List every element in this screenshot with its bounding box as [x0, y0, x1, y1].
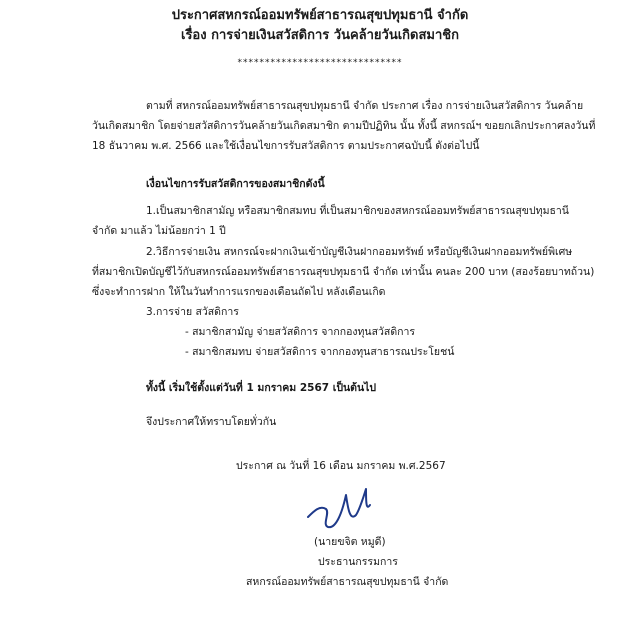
intro-line-2: วันเกิดสมาชิก โดยจ่ายสวัสดิการวันคล้ายวันเกิดสมาชิก ตามปีปฏิทิน นั้น ทั้งนี้ สหกรณ์ฯ ขอยกเลิกประกาศลงวันที่ [92, 120, 596, 132]
divider-stars: ****************************** [237, 58, 403, 68]
item-3-sub-2: - สมาชิกสมทบ จ่ายสวัสดิการ จากกองทุนสาธารณประโยชน์ [185, 346, 455, 358]
item-3-sub-1: - สมาชิกสามัญ จ่ายสวัสดิการ จากกองทุนสวัสดิการ [185, 326, 416, 338]
handwritten-signature [300, 475, 420, 535]
announcement-title: ประกาศสหกรณ์ออมทรัพย์สาธารณสุขปทุมธานี จำกัด [171, 8, 469, 23]
closing-statement: จึงประกาศให้ทราบโดยทั่วกัน [146, 416, 277, 428]
announced-date: ประกาศ ณ วันที่ 16 เดือน มกราคม พ.ศ.2567 [236, 460, 446, 472]
signer-organization: สหกรณ์ออมทรัพย์สาธารณสุขปทุมธานี จำกัด [246, 576, 449, 588]
item-2-line-1: 2.วิธีการจ่ายเงิน สหกรณ์จะฝากเงินเข้าบัญชีเงินฝากออมทรัพย์ หรือบัญชีเงินฝากออมทรัพย์พิเศษ [146, 246, 573, 258]
item-3-heading: 3.การจ่าย สวัสดิการ [146, 306, 239, 318]
item-2-line-3: ซึ่งจะทำการฝาก ให้ในวันทำการแรกของเดือนถัดไป หลังเดือนเกิด [92, 286, 386, 298]
intro-line-3: 18 ธันวาคม พ.ศ. 2566 และใช้เงื่อนไขการรับสวัสดิการ ตามประกาศฉบับนี้ ดังต่อไปนี้ [92, 140, 480, 152]
effective-date: ทั้งนี้ เริ่มใช้ตั้งแต่วันที่ 1 มกราคม 2567 เป็นต้นไป [146, 382, 377, 394]
conditions-heading: เงื่อนไขการรับสวัสดิการของสมาชิกดังนี้ [146, 178, 325, 190]
item-1-line-1: 1.เป็นสมาชิกสามัญ หรือสมาชิกสมทบ ที่เป็นสมาชิกของสหกรณ์ออมทรัพย์สาธารณสุขปทุมธานี [146, 205, 569, 217]
item-1-line-2: จำกัด มาแล้ว ไม่น้อยกว่า 1 ปี [92, 225, 226, 237]
item-2-line-2: ที่สมาชิกเปิดบัญชีไว้กับสหกรณ์ออมทรัพย์สาธารณสุขปทุมธานี จำกัด เท่านั้น คนละ 200 บาท (สองร้อยบาทถ้วน) [92, 266, 595, 278]
intro-line-1: ตามที่ สหกรณ์ออมทรัพย์สาธารณสุขปทุมธานี จำกัด ประกาศ เรื่อง การจ่ายเงินสวัสดิการ วันคล้าย [146, 100, 584, 112]
signature-stroke [308, 489, 370, 527]
signer-name: (นายขจิต หมูดี) [314, 536, 386, 548]
signer-position: ประธานกรรมการ [318, 556, 398, 568]
announcement-subject: เรื่อง การจ่ายเงินสวัสดิการ วันคล้ายวันเกิดสมาชิก [181, 28, 459, 43]
